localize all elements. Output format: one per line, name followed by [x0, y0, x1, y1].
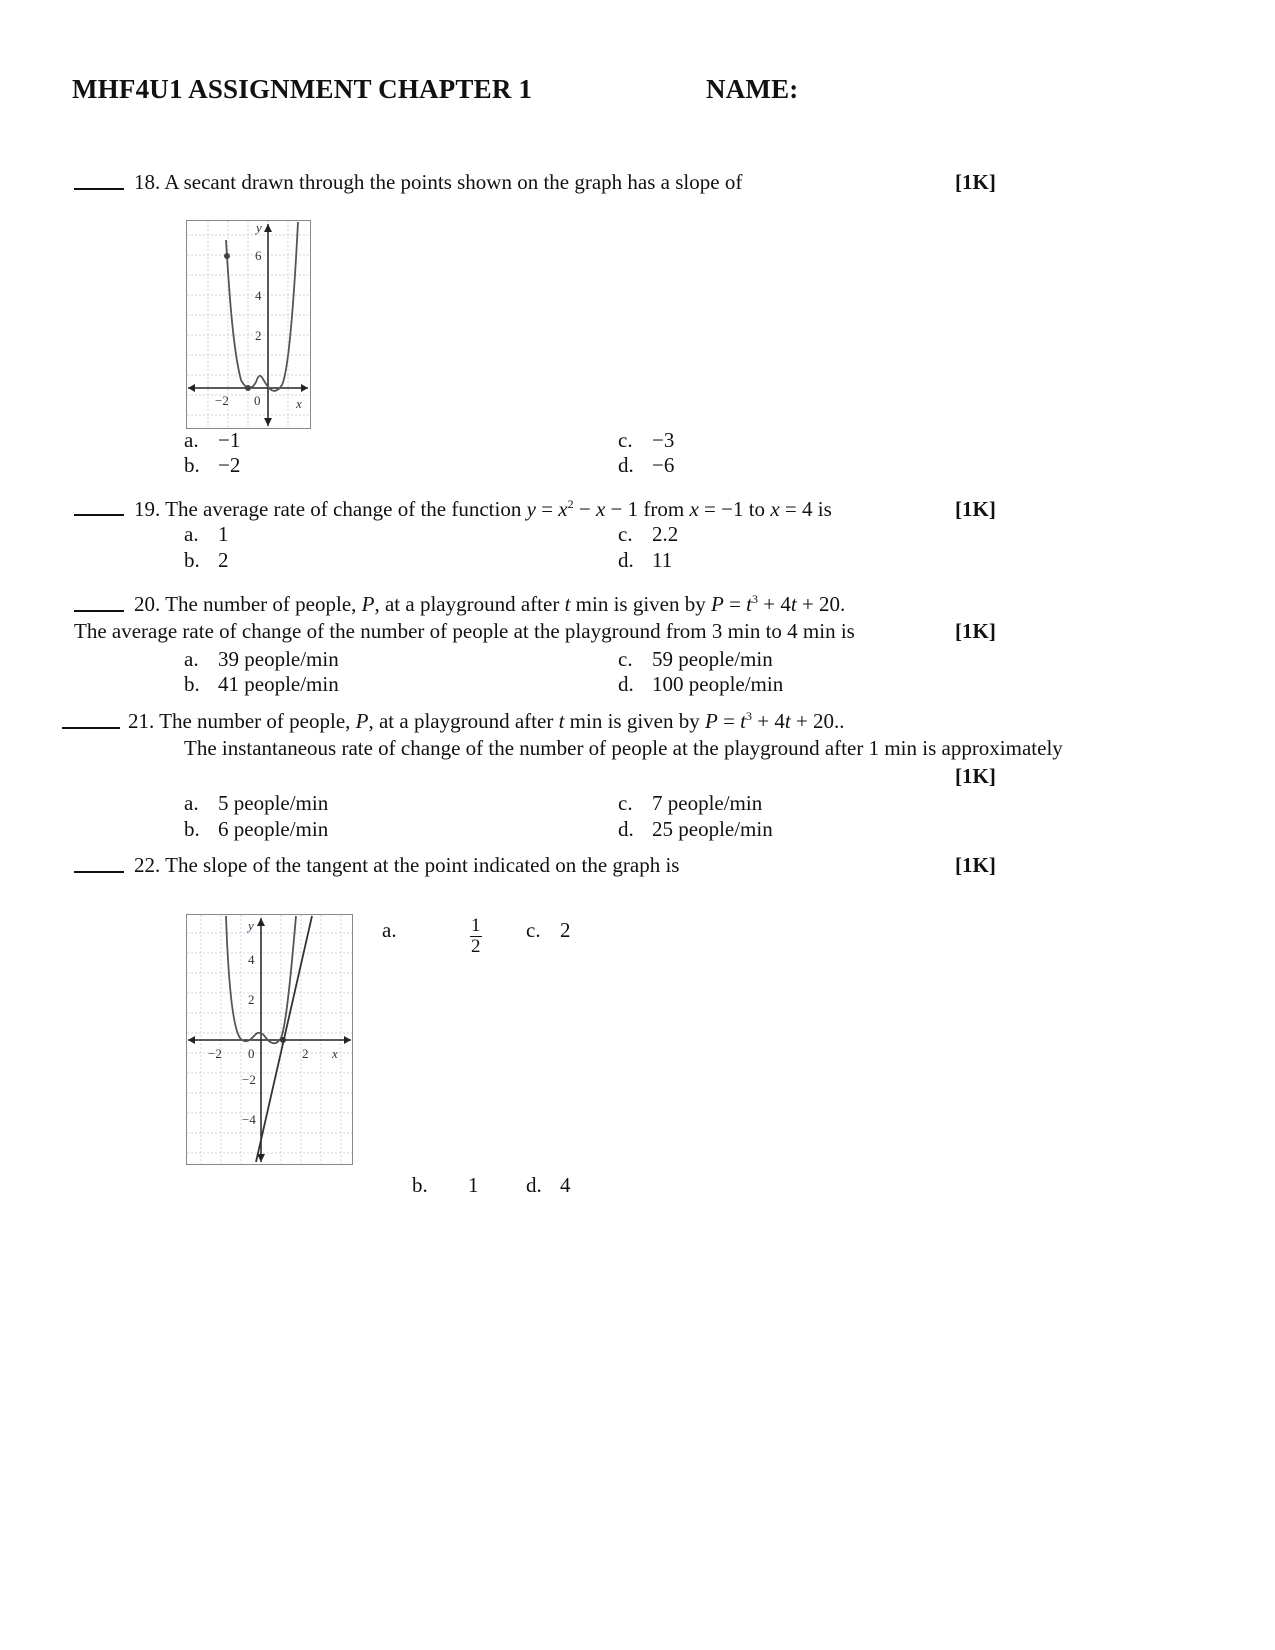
y-tick-4: 4 [255, 288, 262, 303]
name-label: NAME: [706, 74, 799, 104]
question-21-stem: 21. The number of people, P, at a playground after t min is given by $P = t^3 + 4t + 20$.. [128, 709, 845, 733]
y-tick-6: 6 [255, 248, 262, 263]
assignment-title: MHF4U1 ASSIGNMENT CHAPTER 1 [72, 74, 533, 104]
option-22a-fraction[interactable]: $\frac{1}{2}$ [471, 915, 481, 957]
x-tick-neg2: −2 [215, 393, 229, 408]
secant-point-1 [224, 253, 230, 259]
option-20a[interactable]: a. 39 people/min [184, 647, 339, 671]
marks-19: [1K] [955, 497, 996, 521]
tangent-point [280, 1037, 286, 1043]
x-label: x [296, 396, 302, 411]
answer-blank-18[interactable] [74, 174, 124, 190]
option-18b[interactable]: b. −2 [184, 453, 241, 477]
x-tick-2: 2 [302, 1046, 309, 1061]
marks-21: [1K] [955, 764, 996, 788]
option-21d[interactable]: d. 25 people/min [618, 817, 773, 841]
answer-blank-21[interactable] [62, 713, 120, 729]
x-tick-neg2: −2 [208, 1046, 222, 1061]
question-22-stem: 22. The slope of the tangent at the point indicated on the graph is [134, 853, 680, 877]
option-22b[interactable]: b. 1 [412, 1173, 479, 1197]
option-22a-label[interactable]: a. [382, 918, 397, 942]
option-21c[interactable]: c. 7 people/min [618, 791, 763, 815]
option-20b[interactable]: b. 41 people/min [184, 672, 339, 696]
option-21b[interactable]: b. 6 people/min [184, 817, 329, 841]
answer-blank-22[interactable] [74, 857, 124, 873]
question-18-stem: 18. A secant drawn through the points shown on the graph has a slope of [134, 170, 743, 194]
marks-18: [1K] [955, 170, 996, 194]
x-label: x [332, 1046, 338, 1061]
option-19d[interactable]: d. 11 [618, 548, 673, 572]
option-19b[interactable]: b. 2 [184, 548, 229, 572]
option-18d[interactable]: d. −6 [618, 453, 675, 477]
option-18a[interactable]: a. −1 [184, 428, 241, 452]
option-18c[interactable]: c. −3 [618, 428, 675, 452]
option-22d[interactable]: d. 4 [526, 1173, 571, 1197]
option-19c[interactable]: c. 2.2 [618, 522, 679, 546]
y-label: y [256, 220, 262, 235]
question-20-stem: 20. The number of people, P, at a playground after t min is given by $P = t^3 + 4t + 20$. [134, 592, 846, 616]
option-20c[interactable]: c. 59 people/min [618, 647, 773, 671]
y-tick-2: 2 [248, 992, 255, 1007]
x-tick-0: 0 [248, 1046, 255, 1061]
marks-20: [1K] [955, 619, 996, 643]
answer-blank-19[interactable] [74, 500, 124, 516]
y-label: y [248, 918, 254, 933]
y-tick-4: 4 [248, 952, 255, 967]
question-21-line2: The instantaneous rate of change of the number of people at the playground after 1 min is approximately [184, 736, 1063, 760]
question-19-stem: 19. The average rate of change of the function $y = x^2 - x - 1$ from x = −1 to x = 4 is [134, 497, 832, 521]
graph-q22 [186, 914, 354, 1166]
option-20d[interactable]: d. 100 people/min [618, 672, 784, 696]
answer-blank-20[interactable] [74, 596, 124, 612]
secant-point-2 [245, 385, 251, 391]
option-19a[interactable]: a. 1 [184, 522, 229, 546]
y-tick-neg4: −4 [242, 1112, 256, 1127]
y-tick-neg2: −2 [242, 1072, 256, 1087]
marks-22: [1K] [955, 853, 996, 877]
graph-q18 [186, 220, 312, 430]
x-tick-0: 0 [254, 393, 261, 408]
option-22c[interactable]: c. 2 [526, 918, 571, 942]
option-21a[interactable]: a. 5 people/min [184, 791, 329, 815]
question-20-line2: The average rate of change of the number of people at the playground from 3 min to 4 min is [74, 619, 855, 643]
y-tick-2: 2 [255, 328, 262, 343]
